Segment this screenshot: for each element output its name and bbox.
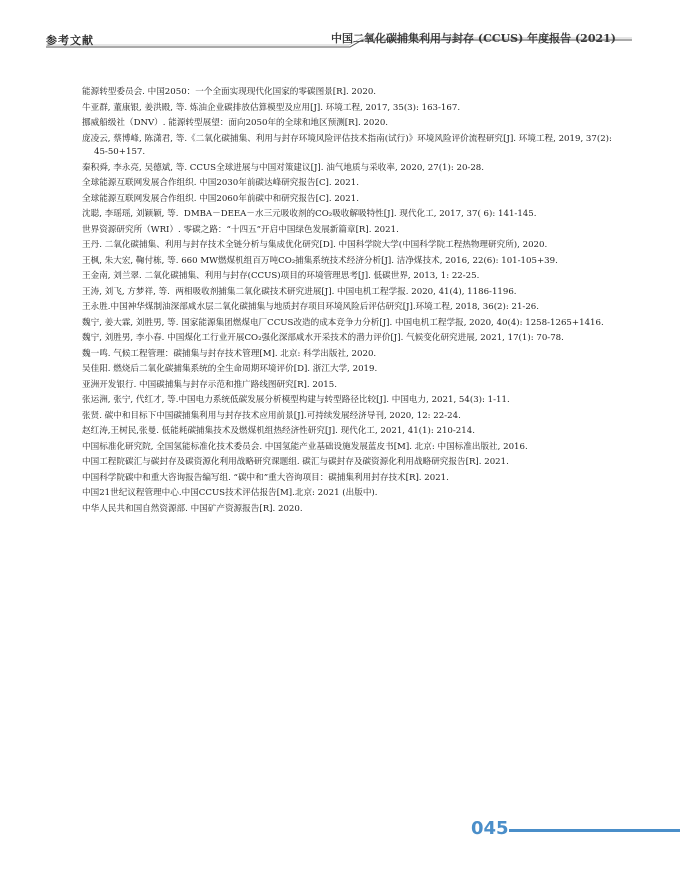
reference-list bbox=[82, 86, 622, 518]
reference-item: 王枫, 朱大宏, 鞠付栋, 等. 660 MW燃煤机组百万吨CO₂捕集系统技术经济分析[J]. 洁净煤技术, 2016, 22(6): 101-105+39. bbox=[82, 255, 558, 266]
reference-item: 秦积舜, 李永亮, 吴德斌, 等. CCUS全球进展与中国对策建议[J]. 油气地质与采收率, 2020, 27(1): 20-28. bbox=[82, 162, 485, 173]
reference-item: 庞凌云, 蔡博峰, 陈潇君, 等.《二氧化碳捕集、利用与封存环境风险评估技术指南(试行)》环境风险评价流程研究[J]. 环境工程, 2019, 37(2): 45-50+157. bbox=[82, 133, 615, 157]
reference-item: 魏一鸣. 气候工程管理：碳捕集与封存技术管理[M]. 北京: 科学出版社, 2020. bbox=[82, 348, 377, 359]
reference-item: 中华人民共和国自然资源部. 中国矿产资源报告[R]. 2020. bbox=[82, 503, 303, 514]
reference-item: 赵红涛,王树民,张曼. 低能耗碳捕集技术及燃煤机组热经济性研究[J]. 现代化工, 2021, 41(1): 210-214. bbox=[82, 426, 475, 436]
reference-item: 挪威船级社（DNV）. 能源转型展望：面向2050年的全球和地区预测[R]. 2020. bbox=[82, 118, 389, 128]
reference-item: 世界资源研究所（WRI）. 零碳之路：“十四五”开启中国绿色发展新篇章[R]. 2021. bbox=[82, 224, 399, 235]
section-title: 参考文献 bbox=[46, 34, 94, 47]
reference-item: 沈聪, 李瑶瑶, 刘颖颖, 等. DMBA－DEEA－水三元吸收剂的CO₂吸收解吸特性[J]. 现代化工, 2017, 37( 6): 141-145. bbox=[82, 209, 537, 219]
reference-item: 王丹. 二氧化碳捕集、利用与封存技术全链分析与集成优化研究[D]. 中国科学院大学(中国科学院工程热物理研究所), 2020. bbox=[82, 240, 548, 250]
reference-item: 魏宁, 刘胜男, 李小春. 中国煤化工行业开展CO₂强化深部咸水开采技术的潜力评价[J]. 气候变化研究进展, 2021, 17(1): 70-78. bbox=[82, 333, 564, 343]
page-header bbox=[0, 0, 680, 48]
reference-item: 亚洲开发银行. 中国碳捕集与封存示范和推广路线图研究[R]. 2015. bbox=[82, 379, 337, 390]
reference-item: 能源转型委员会. 中国2050：一个全面实现现代化国家的零碳图景[R]. 2020. bbox=[82, 87, 377, 97]
reference-item: 中国科学院碳中和重大咨询报告编写组. “碳中和”重大咨询项目：碳捕集利用封存技术[R]. 2021. bbox=[82, 472, 449, 483]
reference-item: 张运洲, 张宁, 代红才, 等.中国电力系统低碳发展分析模型构建与转型路径比较[J]. 中国电力, 2021, 54(3): 1-11. bbox=[82, 395, 510, 405]
page-number: 045 bbox=[471, 818, 509, 839]
reference-item: 牛亚群, 董康银, 姜洪殿, 等. 炼油企业碳排放估算模型及应用[J]. 环境工程, 2017, 35(3): 163-167. bbox=[82, 102, 461, 113]
footer-rule bbox=[509, 829, 680, 832]
reference-item: 王永胜.中国神华煤制油深部咸水层二氧化碳捕集与地质封存项目环境风险后评估研究[J].环境工程, 2018, 36(2): 21-26. bbox=[82, 302, 539, 312]
reference-item: 吴佳阳. 燃烧后二氧化碳捕集系统的全生命周期环境评价[D]. 浙江大学, 2019. bbox=[82, 364, 378, 374]
reference-item: 魏宁, 姜大霖, 刘胜男, 等. 国家能源集团燃煤电厂CCUS改造的成本竞争力分析[J]. 中国电机工程学报, 2020, 40(4): 1258-1265+1416. bbox=[82, 317, 604, 328]
reference-item: 张贤. 碳中和目标下中国碳捕集利用与封存技术应用前景[J].可持续发展经济导刊, 2020, 12: 22-24. bbox=[82, 410, 461, 421]
reference-item: 全球能源互联网发展合作组织. 中国2030年前碳达峰研究报告[C]. 2021. bbox=[82, 178, 359, 188]
report-title: 中国二氧化碳捕集利用与封存 (CCUS) 年度报告 (2021) bbox=[331, 32, 616, 45]
reference-item: 中国21世纪议程管理中心.中国CCUS技术评估报告[M].北京: 2021 (出版中). bbox=[82, 488, 378, 498]
reference-item: 全球能源互联网发展合作组织. 中国2060年前碳中和研究报告[C]. 2021. bbox=[82, 193, 359, 204]
reference-item: 中国标准化研究院, 全国氢能标准化技术委员会. 中国氢能产业基础设施发展蓝皮书[M]. 北京: 中国标准出版社, 2016. bbox=[82, 441, 528, 452]
reference-item: 王金南, 刘兰翠. 二氧化碳捕集、利用与封存(CCUS)项目的环境管理思考[J]. 低碳世界, 2013, 1: 22-25. bbox=[82, 271, 480, 281]
reference-item: 中国工程院碳汇与碳封存及碳资源化利用战略研究课题组. 碳汇与碳封存及碳资源化利用战略研究报告[R]. 2021. bbox=[82, 457, 509, 467]
reference-item: 王涛, 刘飞, 方梦祥, 等. 两相吸收剂捕集二氧化碳技术研究进展[J]. 中国电机工程学报. 2020, 41(4), 1186-1196. bbox=[82, 286, 517, 297]
